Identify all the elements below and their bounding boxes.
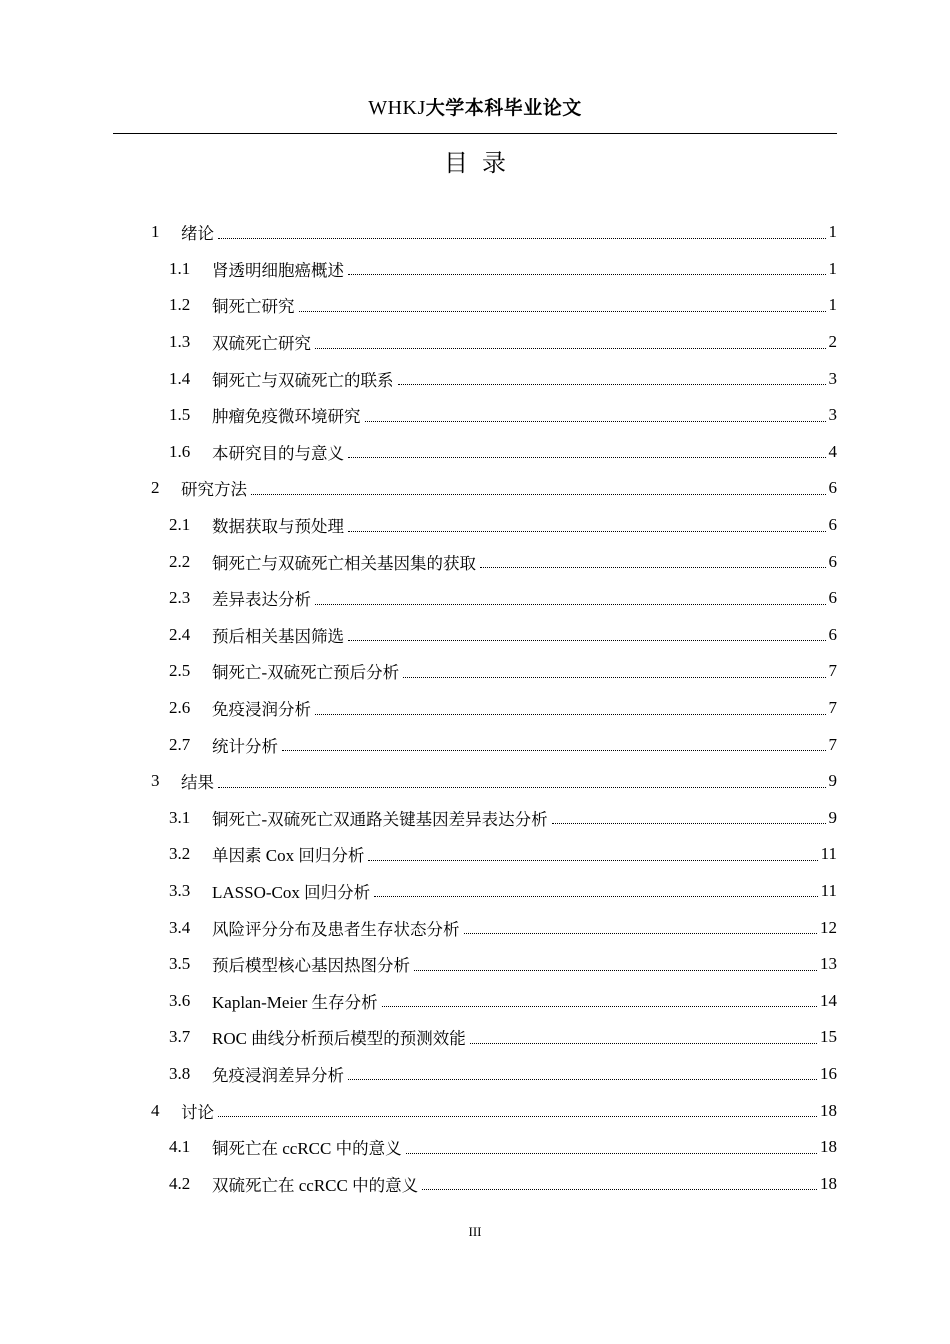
toc-entry-number: 1.4: [169, 368, 191, 388]
toc-entry-number: 2.7: [169, 734, 191, 754]
toc-dot-leader: [470, 1019, 817, 1056]
toc-dot-leader: [552, 800, 826, 837]
toc-dot-leader: [251, 470, 826, 507]
toc-entry-page: 9: [828, 771, 837, 791]
toc-entry-number: 3.8: [169, 1063, 191, 1083]
toc-entry-number: 3.7: [169, 1027, 191, 1047]
toc-entry-title: 风险评分分布及患者生存状态分析: [212, 919, 460, 939]
toc-entry-title: 肾透明细胞癌概述: [212, 260, 344, 280]
toc-entry-title: 研究方法: [181, 480, 247, 500]
toc-entry-number: 1: [151, 222, 160, 242]
toc-entry-number: 2.2: [169, 551, 191, 571]
toc-section-entry[interactable]: [0, 1129, 950, 1166]
toc-entry-title: 免疫浸润差异分析: [212, 1065, 344, 1085]
toc-section-entry[interactable]: [0, 1019, 950, 1056]
toc-section-entry[interactable]: [0, 580, 950, 617]
toc-entry-number: 1.6: [169, 441, 191, 461]
toc-entry-title: 铜死亡研究: [212, 297, 295, 317]
toc-dot-leader: [218, 763, 826, 800]
toc-entry-title: 肿瘤免疫微环境研究: [212, 407, 361, 427]
toc-entry-title: 铜死亡-双硫死亡预后分析: [212, 663, 400, 683]
toc-dot-leader: [403, 653, 825, 690]
toc-entry-number: 1.2: [169, 295, 191, 315]
toc-entry-page: 9: [828, 807, 837, 827]
toc-entry-title: 结果: [181, 773, 214, 793]
toc-entry-page: 15: [820, 1027, 837, 1047]
toc-dot-leader: [480, 543, 826, 580]
toc-entry-page: 14: [820, 990, 837, 1010]
toc-entry-page: 3: [828, 368, 837, 388]
toc-entry-title: 本研究目的与意义: [212, 443, 344, 463]
toc-dot-leader: [218, 214, 826, 251]
toc-section-entry[interactable]: [0, 434, 950, 471]
toc-entry-title: 单因素 Cox 回归分析: [212, 846, 365, 866]
toc-entry-title: 统计分析: [212, 736, 278, 756]
toc-entry-page: 7: [828, 698, 837, 718]
toc-section-entry[interactable]: [0, 653, 950, 690]
toc-entry-page: 6: [828, 478, 837, 498]
running-header: [0, 93, 950, 120]
toc-entry-number: 2: [151, 478, 160, 498]
toc-entry-title: 双硫死亡在 ccRCC 中的意义: [212, 1175, 419, 1195]
toc-dot-leader: [382, 982, 817, 1019]
toc-dot-leader: [315, 324, 826, 361]
toc-entry-number: 1.3: [169, 332, 191, 352]
toc-dot-leader: [348, 617, 826, 654]
toc-dot-leader: [398, 360, 826, 397]
toc-entry-page: 6: [828, 515, 837, 535]
toc-entry-number: 4.1: [169, 1137, 191, 1157]
toc-dot-leader: [315, 690, 826, 727]
toc-entry-page: 11: [820, 844, 837, 864]
toc-entry-title: 数据获取与预处理: [212, 517, 344, 537]
toc-entry-title: 铜死亡与双硫死亡相关基因集的获取: [212, 553, 476, 573]
toc-entry-title: ROC 曲线分析预后模型的预测效能: [212, 1029, 466, 1049]
toc-entry-page: 6: [828, 588, 837, 608]
toc-entry-title: 差异表达分析: [212, 590, 311, 610]
toc-entry-page: 1: [828, 295, 837, 315]
toc-entry-title: LASSO-Cox 回归分析: [212, 882, 371, 902]
toc-entry-page: 1: [828, 258, 837, 278]
toc-section-entry[interactable]: [0, 397, 950, 434]
toc-section-entry[interactable]: [0, 726, 950, 763]
toc-entry-number: 2.1: [169, 515, 191, 535]
toc-entry-number: 2.4: [169, 624, 191, 644]
toc-entry-title: 讨论: [181, 1102, 214, 1122]
toc-dot-leader: [282, 726, 826, 763]
toc-dot-leader: [348, 251, 826, 288]
toc-dot-leader: [365, 397, 826, 434]
toc-entry-title: 铜死亡与双硫死亡的联系: [212, 370, 394, 390]
toc-entry-page: 6: [828, 551, 837, 571]
toc-entry-page: 16: [820, 1063, 837, 1083]
toc-entry-page: 18: [820, 1173, 837, 1193]
toc-section-entry[interactable]: [0, 836, 950, 873]
toc-entry-number: 3.1: [169, 807, 191, 827]
toc-section-entry[interactable]: [0, 909, 950, 946]
toc-chapter-entry[interactable]: [0, 470, 950, 507]
toc-entry-page: 1: [828, 222, 837, 242]
toc-entry-page: 12: [820, 917, 837, 937]
toc-section-entry[interactable]: [0, 617, 950, 654]
toc-entry-page: 11: [820, 880, 837, 900]
toc-section-entry[interactable]: [0, 946, 950, 983]
toc-entry-number: 2.6: [169, 698, 191, 718]
toc-entry-number: 3.6: [169, 990, 191, 1010]
toc-section-entry[interactable]: [0, 690, 950, 727]
toc-section-entry[interactable]: [0, 360, 950, 397]
toc-section-entry[interactable]: [0, 287, 950, 324]
toc-entry-number: 3.2: [169, 844, 191, 864]
toc-section-entry[interactable]: [0, 800, 950, 837]
toc-dot-leader: [464, 909, 818, 946]
toc-entry-number: 1.1: [169, 258, 191, 278]
toc-dot-leader: [299, 287, 826, 324]
toc-entry-number: 4.2: [169, 1173, 191, 1193]
toc-section-entry[interactable]: [0, 873, 950, 910]
toc-entry-title: 绪论: [181, 224, 214, 244]
toc-entry-title: 铜死亡-双硫死亡双通路关键基因差异表达分析: [212, 809, 548, 829]
page-title: 目录: [444, 149, 520, 177]
table-of-contents: [0, 214, 950, 1202]
toc-section-entry[interactable]: [0, 982, 950, 1019]
toc-entry-page: 3: [828, 405, 837, 425]
toc-dot-leader: [422, 1165, 817, 1202]
toc-entry-number: 4: [151, 1100, 160, 1120]
toc-entry-title: 双硫死亡研究: [212, 334, 311, 354]
toc-entry-number: 2.5: [169, 661, 191, 681]
toc-section-entry[interactable]: [0, 543, 950, 580]
toc-dot-leader: [368, 836, 817, 873]
toc-entry-title: Kaplan-Meier 生存分析: [212, 992, 378, 1012]
toc-entry-number: 3: [151, 771, 160, 791]
toc-chapter-entry[interactable]: [0, 763, 950, 800]
toc-dot-leader: [406, 1129, 817, 1166]
toc-dot-leader: [348, 1056, 817, 1093]
toc-section-entry[interactable]: [0, 1165, 950, 1202]
toc-dot-leader: [414, 946, 817, 983]
toc-entry-title: 预后相关基因筛选: [212, 626, 344, 646]
toc-entry-page: 2: [828, 332, 837, 352]
toc-chapter-entry[interactable]: [0, 214, 950, 251]
toc-entry-page: 18: [820, 1137, 837, 1157]
header-cjk: 大学本科毕业论文: [425, 97, 582, 119]
toc-dot-leader: [348, 507, 826, 544]
toc-entry-page: 18: [820, 1100, 837, 1120]
toc-entry-page: 6: [828, 624, 837, 644]
toc-dot-leader: [374, 873, 818, 910]
toc-entry-page: 13: [820, 954, 837, 974]
toc-entry-title: 预后模型核心基因热图分析: [212, 956, 410, 976]
toc-entry-title: 免疫浸润分析: [212, 700, 311, 720]
toc-entry-number: 3.5: [169, 954, 191, 974]
header-rule: [113, 133, 837, 134]
page-number: III: [468, 1224, 482, 1239]
toc-entry-number: 1.5: [169, 405, 191, 425]
toc-section-entry[interactable]: [0, 251, 950, 288]
toc-entry-number: 3.3: [169, 880, 191, 900]
toc-section-entry[interactable]: [0, 324, 950, 361]
toc-entry-page: 4: [828, 441, 837, 461]
toc-entry-page: 7: [828, 734, 837, 754]
toc-entry-page: 7: [828, 661, 837, 681]
toc-entry-title: 铜死亡在 ccRCC 中的意义: [212, 1139, 402, 1159]
toc-section-entry[interactable]: [0, 1056, 950, 1093]
toc-dot-leader: [348, 434, 826, 471]
toc-dot-leader: [218, 1092, 817, 1129]
toc-entry-number: 2.3: [169, 588, 191, 608]
toc-section-entry[interactable]: [0, 507, 950, 544]
toc-entry-number: 3.4: [169, 917, 191, 937]
toc-dot-leader: [315, 580, 826, 617]
toc-chapter-entry[interactable]: [0, 1092, 950, 1129]
header-latin: WHKJ: [368, 97, 426, 119]
